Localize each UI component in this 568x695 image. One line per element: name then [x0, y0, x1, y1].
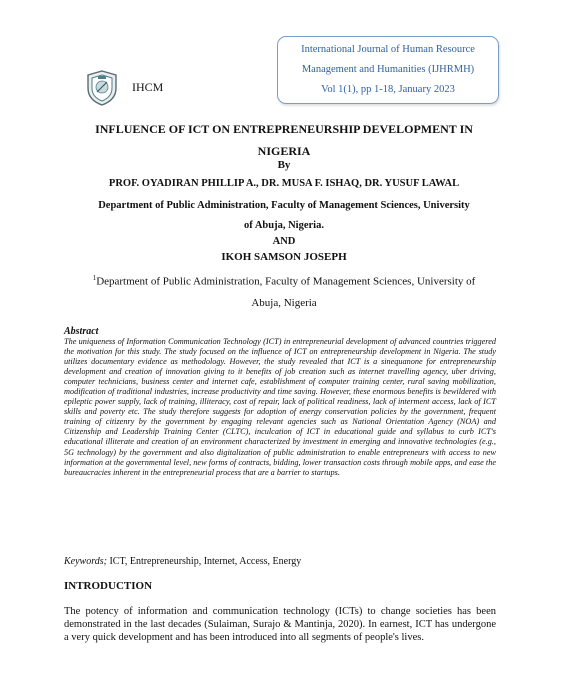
authors-line: PROF. OYADIRAN PHILLIP A., DR. MUSA F. ISHAQ, DR. YUSUF LAWAL — [108, 178, 460, 189]
journal-name-line-2: Management and Humanities (IJHRMH) — [301, 64, 475, 75]
and-label: AND — [272, 236, 296, 247]
author-department — [60, 196, 508, 236]
title-line-1: INFLUENCE OF ICT ON ENTREPRENEURSHIP DEVELOPMENT IN — [95, 122, 473, 136]
journal-name-line-1: International Journal of Human Resource — [301, 44, 475, 55]
affiliation-superscript: 1 — [92, 274, 97, 282]
keywords-list: ICT, Entrepreneurship, Internet, Access, Energy — [106, 556, 302, 567]
affiliation-text-1: Department of Public Administration, Faculty of Management Sciences, University of — [96, 275, 476, 288]
org-abbreviation: IHCM — [132, 80, 164, 94]
introduction-text: The potency of information and communication technology (ICTs) to change societies has been demonstrated in the last decades (Sulaiman, Surajo & Mantinja, 2020). In earnest, ICT has undergone a very quick development and has been introduced into all segments of people's lives. — [64, 606, 496, 644]
title-line-2: NIGERIA — [257, 144, 311, 158]
fourth-author-affiliation — [60, 268, 508, 314]
paper-title — [60, 118, 508, 162]
fourth-author: IKOH SAMSON JOSEPH — [221, 251, 347, 263]
keywords-line — [64, 556, 301, 567]
by-label: By — [277, 159, 291, 171]
affiliation-line-2: Abuja, Nigeria — [251, 296, 317, 309]
keywords-label: Keywords; — [64, 556, 107, 567]
abstract-heading: Abstract — [64, 326, 99, 337]
journal-volume-line: Vol 1(1), pp 1-18, January 2023 — [321, 84, 455, 95]
department-line-2: of Abuja, Nigeria. — [244, 220, 324, 231]
department-line-1: Department of Public Administration, Faculty of Management Sciences, University — [98, 200, 470, 211]
introduction-heading: INTRODUCTION — [64, 580, 153, 592]
ihcm-logo — [86, 70, 118, 106]
affiliation-line-1 — [60, 268, 508, 293]
journal-info-box — [277, 36, 499, 104]
abstract-text: The uniqueness of Information Communication Technology (ICT) in entrepreneurial development of advanced countries triggered the motivation for this study. The study focused on the influence of ICT on entrepreneurship development in Nigeria. The study utilizes documentary evidence as methodology. However, the study revealed that ICT is a sinequanone for entrepreneurship development and creation of innovation giving to it benefits of job creation such as internet travelling agency, uber driving, computer technicians, business center and internet cafe, establishment of computer training center, rural saving mobilization, modification of traditional industries, increase productivity and time saving. However, these enormous benefits is bewildered with epileptic power supply, lack of training, illiteracy, cost of repair, lack of political readiness, lack of interment access, lack of ICT skills and poverty etc. The study therefore suggests for adoption of energy conservation policies by the government, frequent training of citizenry by the government by engaging relevant agencies such as National Orientation Agency (NOA) and Citizenship and Leadership Training Center (CLTC), inculcation of ICT in educational guide and syllabus to curb ICT's educational illiterate and creation of an environment characterized by investment in emerging and innovative technologies (e.g., 5G technology) by the government and also digitalization of public administration to enable entrepreneurs with access to new information at the governmental level, new forms of contracts, bidding, lower transaction costs through mobile apps, and ease the bureaucracies inherent in the entrepreneurial process that are a barrier to startups. — [64, 337, 496, 477]
